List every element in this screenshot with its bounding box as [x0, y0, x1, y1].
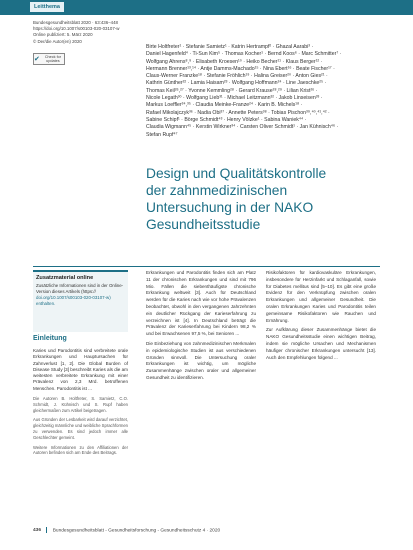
journal-name: Bundesgesundheitsblatt - Gesundheitsforschung - Gesundheitsschutz 4 · 2020 — [52, 528, 221, 534]
paragraph: Risikofaktoren für kardiovaskuläre Erkrankungen, insbesondere für Herzinfarkt und Schlaganfall, sowie für Diabetes mellitus sind [5–10]. Es gibt eine große Evidenz für den Verknüpfung zwischen oralen Erkrankungen und allgemeiner Gesundheit. Die oralen Erkrankungen Karies und Parodontitis teilen gemeinsame Risikofaktoren wie Rauchen und Ernährung. — [266, 270, 376, 323]
check-for-updates-badge[interactable] — [33, 53, 65, 65]
language-note: Aus Gründen der Lesbarkeit wird darauf verzichtet, gleichzeitig männliche und weibliche Sprachformen zu verwenden. Es sind jedoch immer alle Geschlechter gemeint. — [33, 417, 128, 440]
page-number: 436 — [33, 528, 42, 534]
body-column-2 — [146, 270, 256, 385]
title-line: Untersuchung in der NAKO — [146, 200, 314, 215]
paragraph: Erkrankungen und Parodontitis finden sich am Platz 11 der chronischen Erkrankungen und sind mit 796 Mio. Fällen die siebenthäufigste chronische Erkrankung weltweit [3]. Auch für Deutschland werden für die Karies nach wie vor hohe Prävalenzen beobachtet, obwohl in den vergangenen Jahrzehnten ein deutlicher Rückgang der Karieserfahrung zu verzeichnen ist [4]. In Deutschland beträgt die Prävalenz der Karieserfahrung bei Kindern 98,2 % und bei Erwachsenen 97,5 %, bei Senioren ... — [146, 270, 256, 337]
supplementary-link[interactable]: doi.org/10.1007/s00103-020-03107-w) enthalten. — [36, 295, 111, 306]
doi-link[interactable]: https://doi.org/10.1007/s00103-020-03107-w — [33, 26, 120, 32]
category-label: Leitthema — [30, 2, 64, 12]
page-footer — [33, 527, 383, 535]
article-metadata — [33, 20, 128, 45]
top-bar — [0, 0, 413, 15]
title-line: der zahnmedizinischen — [146, 183, 288, 198]
title-line: Gesundheitsstudie — [146, 217, 261, 232]
check-for-updates-label: Check for updates — [44, 54, 62, 63]
footer-separator — [46, 527, 47, 533]
introduction-section — [33, 335, 128, 460]
title-line: Design und Qualitätskontrolle — [146, 166, 327, 181]
checkmark-icon: ✔ — [34, 55, 40, 63]
published-date: Online publiziert: 5. März 2020 — [33, 32, 93, 38]
author-note: Die Autoren B. Holtfreter, S. Samietz, C.O. Schmidt, J. Kühnisch und S. Rupf haben gleichermaßen zum Artikel beigetragen. — [33, 396, 128, 413]
paragraph: Die Einbeziehung von zahnmedizinischen Merkmalen in epidemiologische Studien ist aus verschiedenen Gründen sinnvoll. Die Untersuchung oraler Erkrankungen ist wichtig, um mögliche Zusammenhänge zwischen oraler und allgemeiner Gesundheit zu identifizieren. — [146, 340, 256, 380]
affiliation-note: Weitere Informationen zu den Affiliationen der Autoren befinden sich am Ende des Beitrags. — [33, 444, 128, 456]
introduction-text: Karies und Parodontitis sind verbreitete orale Erkrankungen und Hauptursachen für Zahnverlust [1, 2]. Die Global Burden of Disease Study [3] beschreibt Karies als die am weitesten verbreitete Erkrankung mit einer Prävalenz von 2,3 Mrd. betroffenen Menschen. Parodontitis ist ... — [33, 348, 128, 391]
paragraph: Zur Aufklärung dieser Zusammenhänge bietet die NAKO Gesundheitsstudie einen wichtigen Beitrag, indem sie mögliche Ursachen und Mechanismen häufiger chronischer Erkrankungen untersucht [13]. Auch den Empfehlungen folgend ... — [266, 327, 376, 360]
supplementary-heading: Zusatzmaterial online — [36, 275, 94, 281]
supplementary-box — [33, 270, 128, 332]
section-divider — [33, 266, 380, 267]
body-column-3 — [266, 270, 376, 364]
author-list: Birte Holtfreter¹ · Stefanie Samietz¹ · Katrin Hertrampf² · Ghazal Aarabi³ · Daniel Hagenfeld⁴ · Ti-Sun Kim⁵ · Thomas Kocher¹ · Bernd Koos⁶ · Marc Schmitter⁷ · Wolfgang Ahrens⁸,⁹ · Elisabeth Kroesen¹⁰ · Heiko Becher¹¹ · Klaus Berger¹² · Hermann Brenner¹³,¹⁴ · Antje Damms-Machado¹⁵ · Nina Ebert¹⁶ · Beate Fischer¹⁷ · Claus-Werner Franzke¹⁸ · Stefanie Fröhlich¹⁹ · Halina Greiser²⁰ · Anton Gies²¹ · Kathrin Günther²² · Lamia Haisam²³ · Wolfgang Hoffmann²⁴ · Line Jaeschke²⁵ · Thomas Keil²⁶,²⁷ · Yvonne Kemmling²⁸ · Gerard Krause²⁸,²⁹ · Lilian Krist²⁶ · Nicole Legath³⁰ · Wolfgang Lieb³¹ · Michael Leitzmann³² · Jakob Linseisen³³ · Markus Loeffler³⁴,³⁵ · Claudia Meinke-Franze²⁴ · Karin B. Michels¹⁸ · Rafael Mikolajczyk³⁶ · Nadia Obi³⁷ · Annette Peters³⁸ · Tobias Pischon³⁹,⁴⁰,⁴¹,⁴² · Sabine Schipf¹ · Börge Schmidt⁴³ · Henry Völzke¹ · Sabina Waniek⁴⁴ · Claudia Wigmann⁴⁵ · Kerstin Wirkner³⁴ · Carsten Oliver Schmidt¹ · Jan Kühnisch⁴⁶ · Stefan Rupf⁴⁷ — [146, 44, 342, 138]
copyright: © Der/die Autor(en) 2020 — [33, 38, 82, 44]
introduction-heading: Einleitung — [33, 335, 67, 342]
journal-citation: Bundesgesundheitsblatt 2020 · 63:436–448 — [33, 20, 118, 25]
article-title — [146, 165, 376, 233]
supplementary-text: Zusätzliche Informationen sind in der Online-Version dieses Artikels (https:// — [36, 283, 124, 294]
